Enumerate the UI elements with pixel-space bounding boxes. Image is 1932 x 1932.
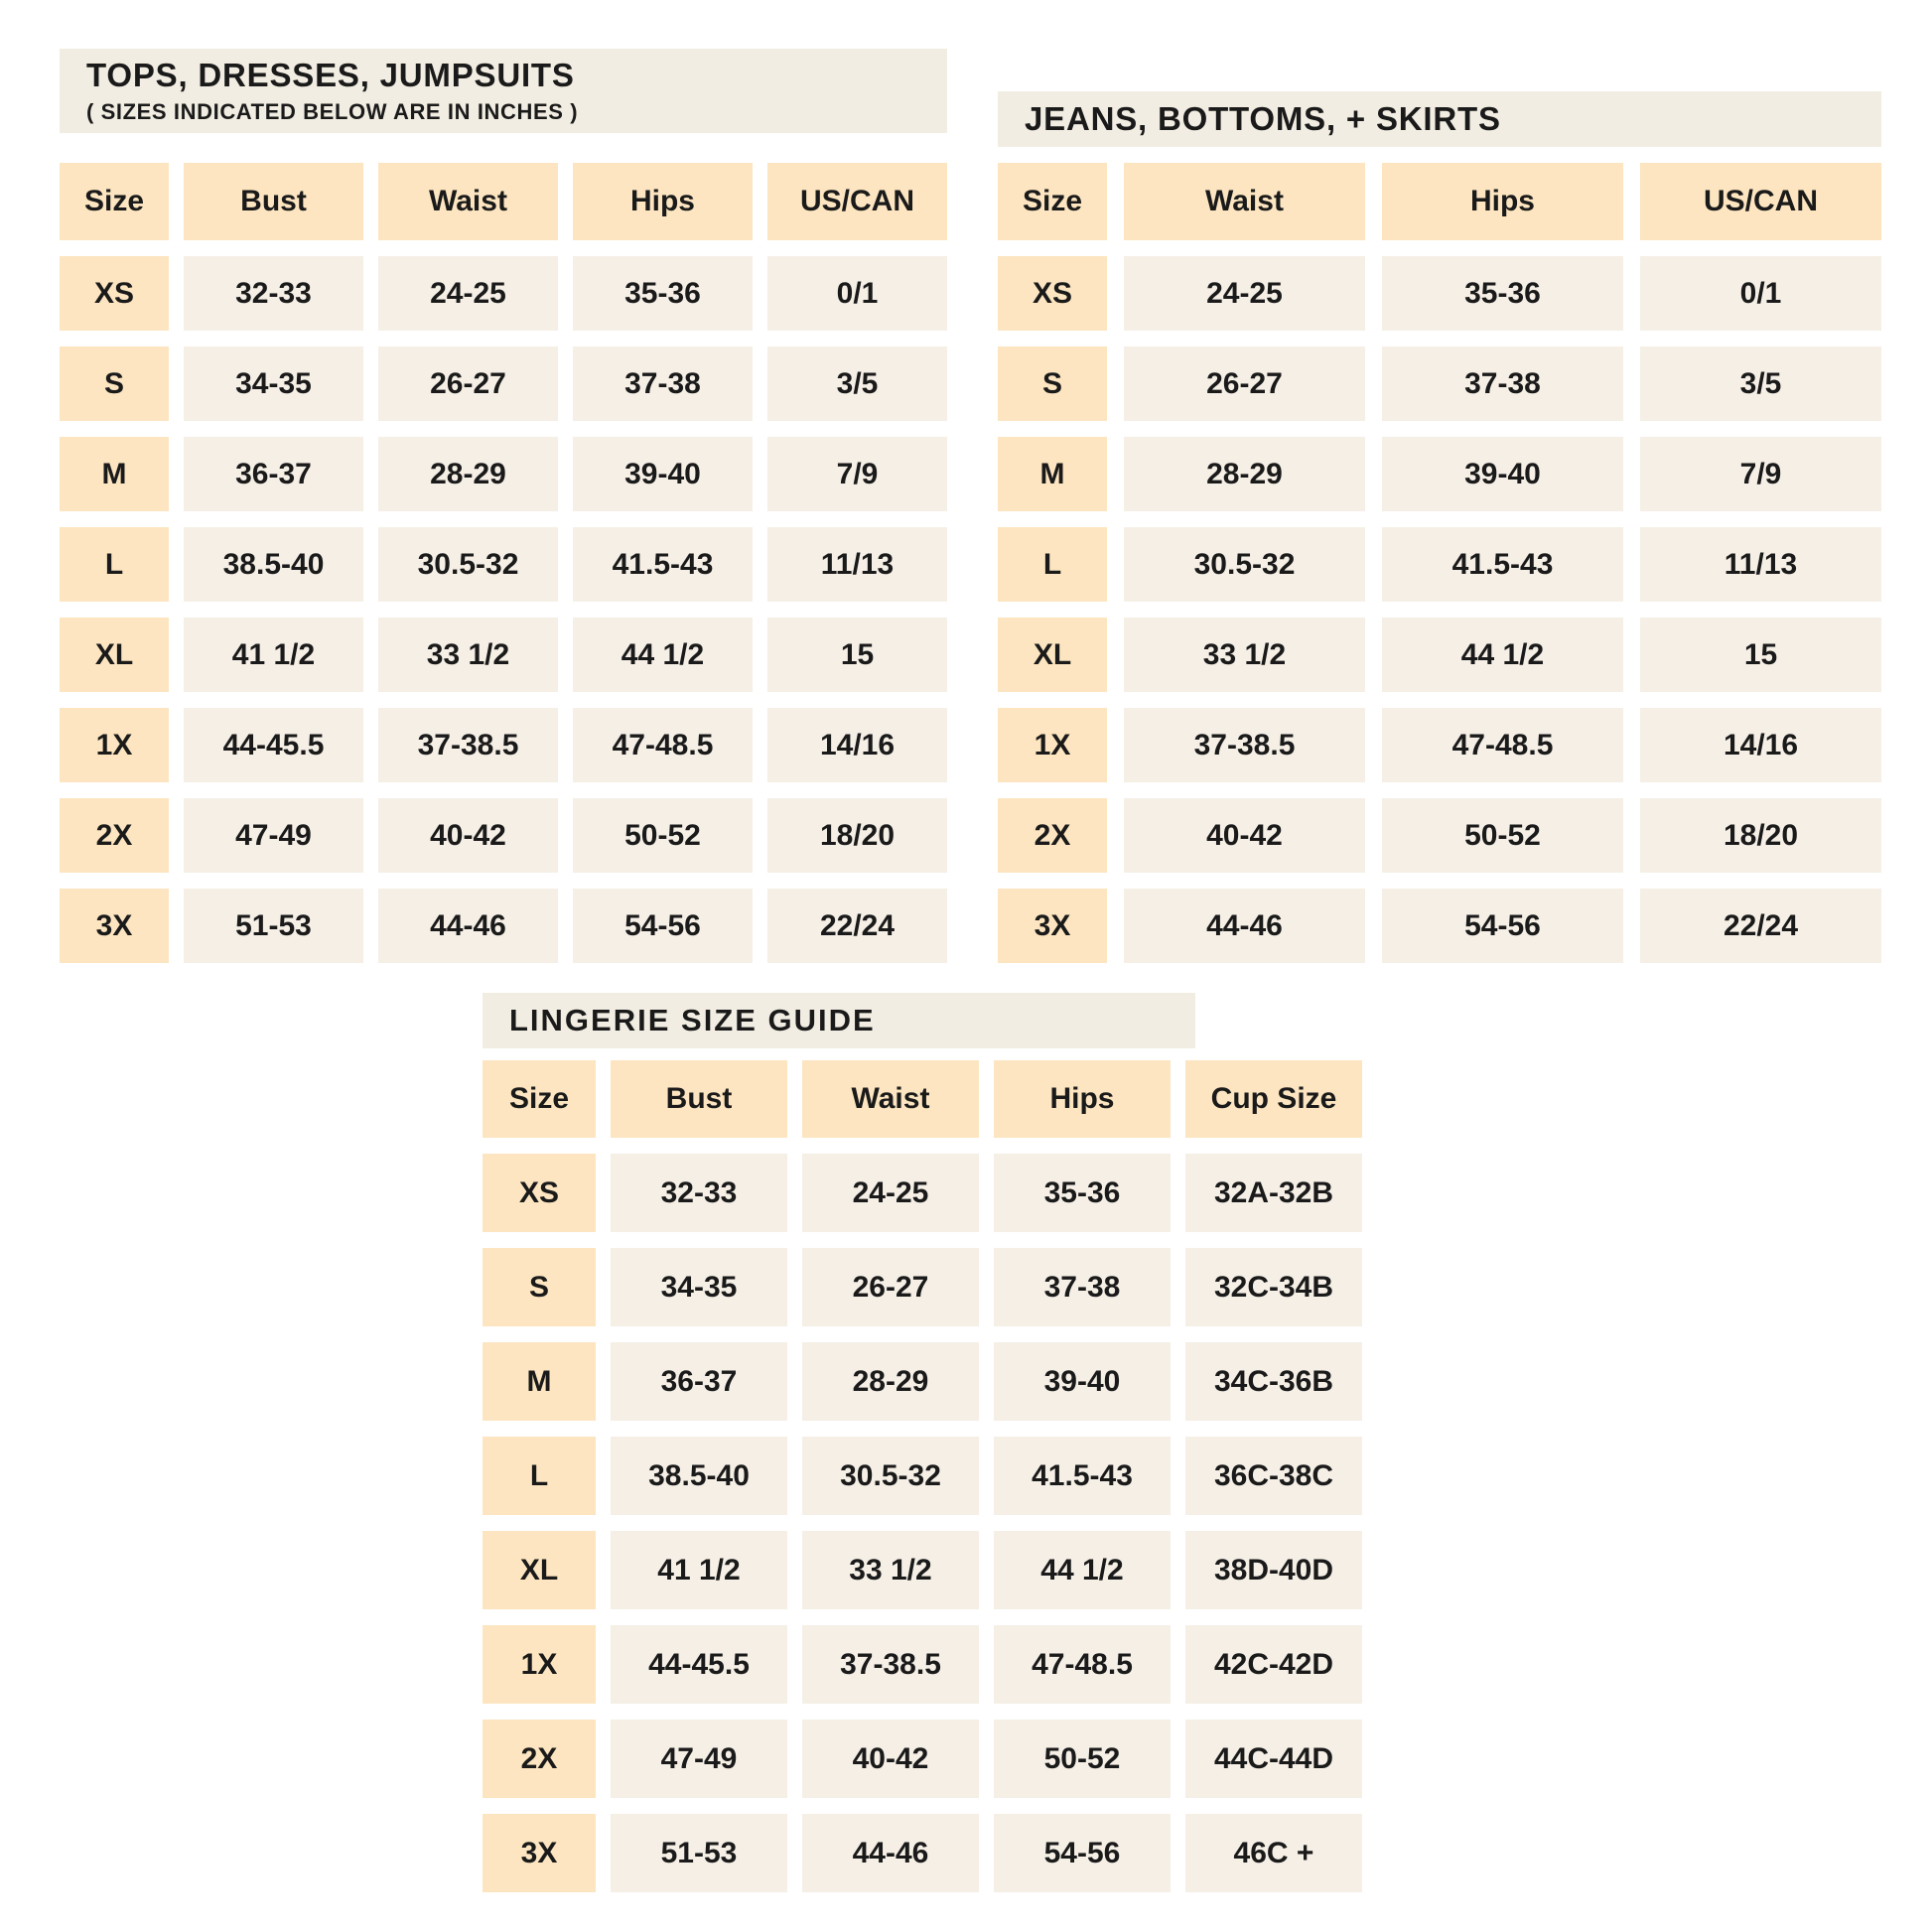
value-cell-2x-waist: 40-42: [378, 798, 558, 873]
size-label-m: M: [483, 1342, 596, 1421]
value-cell-2x-hips: 50-52: [1382, 798, 1623, 873]
value-cell-2x-cup-size: 44C-44D: [1185, 1720, 1362, 1798]
value-cell-2x-waist: 40-42: [802, 1720, 979, 1798]
size-label-2x: 2X: [60, 798, 169, 873]
value-cell-xs-hips: 35-36: [1382, 256, 1623, 331]
value-cell-l-bust: 38.5-40: [611, 1437, 787, 1515]
size-label-xl: XL: [998, 618, 1107, 692]
value-cell-xl-cup-size: 38D-40D: [1185, 1531, 1362, 1609]
column-header-hips: Hips: [573, 163, 753, 240]
value-cell-m-us-can: 7/9: [1640, 437, 1881, 511]
column-header-waist: Waist: [1124, 163, 1365, 240]
size-label-s: S: [483, 1248, 596, 1326]
value-cell-m-hips: 39-40: [994, 1342, 1171, 1421]
value-cell-xl-us-can: 15: [1640, 618, 1881, 692]
size-label-1x: 1X: [998, 708, 1107, 782]
value-cell-3x-hips: 54-56: [1382, 889, 1623, 963]
value-cell-1x-hips: 47-48.5: [573, 708, 753, 782]
value-cell-l-waist: 30.5-32: [1124, 527, 1365, 602]
tops-title-banner: [60, 49, 947, 133]
value-cell-3x-waist: 44-46: [802, 1814, 979, 1892]
value-cell-s-hips: 37-38: [573, 346, 753, 421]
value-cell-3x-hips: 54-56: [994, 1814, 1171, 1892]
value-cell-xs-bust: 32-33: [184, 256, 363, 331]
value-cell-l-hips: 41.5-43: [573, 527, 753, 602]
value-cell-s-waist: 26-27: [802, 1248, 979, 1326]
jeans-size-table: [998, 163, 1881, 963]
value-cell-2x-hips: 50-52: [994, 1720, 1171, 1798]
table-jeans-bottoms-skirts: [998, 91, 1881, 963]
value-cell-1x-us-can: 14/16: [1640, 708, 1881, 782]
value-cell-l-waist: 30.5-32: [378, 527, 558, 602]
value-cell-m-hips: 39-40: [1382, 437, 1623, 511]
value-cell-xs-bust: 32-33: [611, 1154, 787, 1232]
size-label-xs: XS: [998, 256, 1107, 331]
size-label-3x: 3X: [998, 889, 1107, 963]
value-cell-3x-waist: 44-46: [1124, 889, 1365, 963]
size-label-l: L: [483, 1437, 596, 1515]
value-cell-1x-hips: 47-48.5: [1382, 708, 1623, 782]
value-cell-3x-cup-size: 46C +: [1185, 1814, 1362, 1892]
value-cell-m-us-can: 7/9: [767, 437, 947, 511]
value-cell-1x-bust: 44-45.5: [184, 708, 363, 782]
value-cell-xl-hips: 44 1/2: [994, 1531, 1171, 1609]
tops-size-table: [60, 163, 947, 963]
value-cell-1x-waist: 37-38.5: [378, 708, 558, 782]
value-cell-m-cup-size: 34C-36B: [1185, 1342, 1362, 1421]
value-cell-2x-bust: 47-49: [611, 1720, 787, 1798]
value-cell-xs-us-can: 0/1: [767, 256, 947, 331]
value-cell-1x-cup-size: 42C-42D: [1185, 1625, 1362, 1704]
column-header-bust: Bust: [611, 1060, 787, 1138]
value-cell-xs-hips: 35-36: [573, 256, 753, 331]
value-cell-3x-hips: 54-56: [573, 889, 753, 963]
size-label-1x: 1X: [60, 708, 169, 782]
value-cell-xl-waist: 33 1/2: [1124, 618, 1365, 692]
size-label-2x: 2X: [998, 798, 1107, 873]
lingerie-size-table: [483, 1060, 1362, 1892]
size-label-xl: XL: [483, 1531, 596, 1609]
value-cell-m-waist: 28-29: [1124, 437, 1365, 511]
value-cell-xs-waist: 24-25: [1124, 256, 1365, 331]
value-cell-xs-waist: 24-25: [378, 256, 558, 331]
value-cell-xl-bust: 41 1/2: [184, 618, 363, 692]
value-cell-1x-bust: 44-45.5: [611, 1625, 787, 1704]
value-cell-1x-hips: 47-48.5: [994, 1625, 1171, 1704]
value-cell-2x-us-can: 18/20: [767, 798, 947, 873]
lingerie-title-banner: [483, 993, 1195, 1048]
value-cell-l-us-can: 11/13: [767, 527, 947, 602]
size-label-s: S: [60, 346, 169, 421]
size-label-xl: XL: [60, 618, 169, 692]
size-label-l: L: [998, 527, 1107, 602]
column-header-cup-size: Cup Size: [1185, 1060, 1362, 1138]
column-header-hips: Hips: [1382, 163, 1623, 240]
column-header-bust: Bust: [184, 163, 363, 240]
value-cell-m-waist: 28-29: [378, 437, 558, 511]
value-cell-xl-waist: 33 1/2: [802, 1531, 979, 1609]
value-cell-m-bust: 36-37: [611, 1342, 787, 1421]
value-cell-m-hips: 39-40: [573, 437, 753, 511]
table-tops-dresses-jumpsuits: [60, 49, 947, 963]
value-cell-l-hips: 41.5-43: [994, 1437, 1171, 1515]
column-header-size: Size: [483, 1060, 596, 1138]
value-cell-s-us-can: 3/5: [1640, 346, 1881, 421]
size-label-xs: XS: [60, 256, 169, 331]
value-cell-m-bust: 36-37: [184, 437, 363, 511]
value-cell-xl-us-can: 15: [767, 618, 947, 692]
value-cell-m-waist: 28-29: [802, 1342, 979, 1421]
size-label-3x: 3X: [483, 1814, 596, 1892]
table-lingerie-size-guide: [483, 993, 1362, 1892]
value-cell-s-cup-size: 32C-34B: [1185, 1248, 1362, 1326]
tops-table-title: TOPS, DRESSES, JUMPSUITS: [86, 57, 575, 94]
column-header-waist: Waist: [378, 163, 558, 240]
value-cell-xs-waist: 24-25: [802, 1154, 979, 1232]
value-cell-3x-us-can: 22/24: [1640, 889, 1881, 963]
value-cell-1x-waist: 37-38.5: [1124, 708, 1365, 782]
value-cell-xl-bust: 41 1/2: [611, 1531, 787, 1609]
value-cell-3x-bust: 51-53: [611, 1814, 787, 1892]
value-cell-3x-waist: 44-46: [378, 889, 558, 963]
tops-table-subtitle: ( SIZES INDICATED BELOW ARE IN INCHES ): [86, 98, 579, 124]
value-cell-s-hips: 37-38: [1382, 346, 1623, 421]
value-cell-s-bust: 34-35: [611, 1248, 787, 1326]
column-header-size: Size: [998, 163, 1107, 240]
value-cell-l-hips: 41.5-43: [1382, 527, 1623, 602]
size-label-s: S: [998, 346, 1107, 421]
size-label-m: M: [60, 437, 169, 511]
size-label-1x: 1X: [483, 1625, 596, 1704]
value-cell-3x-bust: 51-53: [184, 889, 363, 963]
value-cell-l-bust: 38.5-40: [184, 527, 363, 602]
value-cell-xs-us-can: 0/1: [1640, 256, 1881, 331]
jeans-title-banner: [998, 91, 1881, 147]
value-cell-xs-hips: 35-36: [994, 1154, 1171, 1232]
value-cell-s-waist: 26-27: [378, 346, 558, 421]
value-cell-s-hips: 37-38: [994, 1248, 1171, 1326]
value-cell-xl-hips: 44 1/2: [573, 618, 753, 692]
value-cell-3x-us-can: 22/24: [767, 889, 947, 963]
value-cell-l-us-can: 11/13: [1640, 527, 1881, 602]
column-header-size: Size: [60, 163, 169, 240]
value-cell-1x-waist: 37-38.5: [802, 1625, 979, 1704]
jeans-table-title: JEANS, BOTTOMS, + SKIRTS: [1025, 100, 1501, 138]
value-cell-l-cup-size: 36C-38C: [1185, 1437, 1362, 1515]
value-cell-xl-waist: 33 1/2: [378, 618, 558, 692]
value-cell-xl-hips: 44 1/2: [1382, 618, 1623, 692]
value-cell-2x-hips: 50-52: [573, 798, 753, 873]
value-cell-s-bust: 34-35: [184, 346, 363, 421]
column-header-hips: Hips: [994, 1060, 1171, 1138]
lingerie-table-title: LINGERIE SIZE GUIDE: [509, 1003, 876, 1038]
value-cell-s-us-can: 3/5: [767, 346, 947, 421]
size-label-xs: XS: [483, 1154, 596, 1232]
value-cell-2x-waist: 40-42: [1124, 798, 1365, 873]
column-header-us-can: US/CAN: [767, 163, 947, 240]
value-cell-xs-cup-size: 32A-32B: [1185, 1154, 1362, 1232]
size-label-l: L: [60, 527, 169, 602]
size-label-m: M: [998, 437, 1107, 511]
size-label-2x: 2X: [483, 1720, 596, 1798]
value-cell-2x-us-can: 18/20: [1640, 798, 1881, 873]
column-header-waist: Waist: [802, 1060, 979, 1138]
size-label-3x: 3X: [60, 889, 169, 963]
value-cell-1x-us-can: 14/16: [767, 708, 947, 782]
value-cell-s-waist: 26-27: [1124, 346, 1365, 421]
column-header-us-can: US/CAN: [1640, 163, 1881, 240]
value-cell-l-waist: 30.5-32: [802, 1437, 979, 1515]
value-cell-2x-bust: 47-49: [184, 798, 363, 873]
